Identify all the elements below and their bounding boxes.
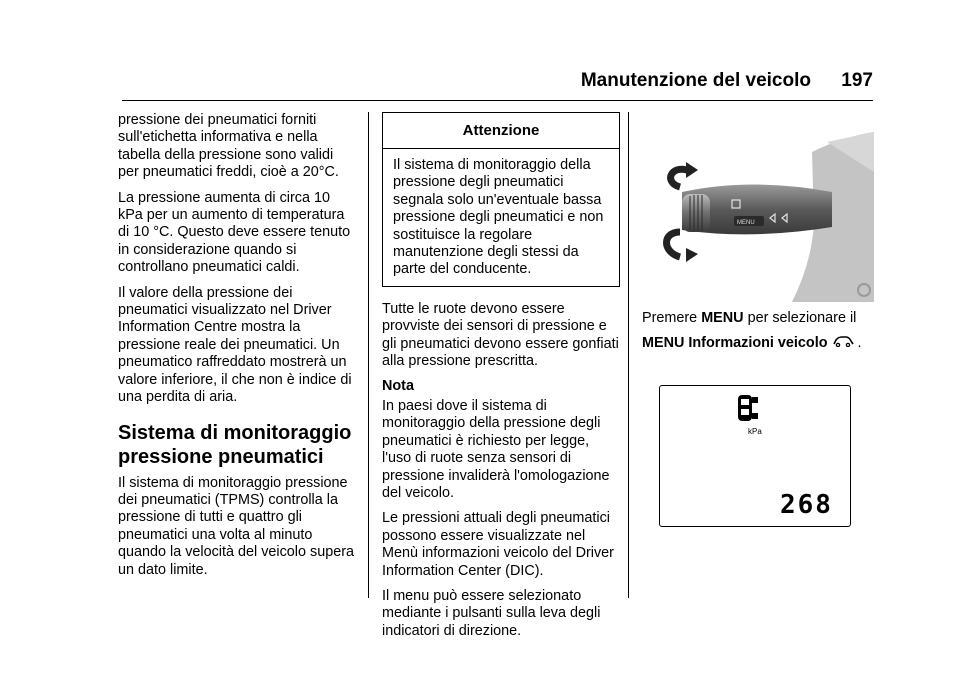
menu-info-label: MENU Informazioni veicolo bbox=[642, 335, 828, 352]
column-2 bbox=[382, 112, 620, 648]
column-3 bbox=[642, 112, 880, 361]
dic-pressure-value: 268 bbox=[780, 490, 833, 520]
instruction-line: MENU Informazioni veicolo . bbox=[642, 335, 862, 352]
paragraph: Il valore della pressione dei pneumatici visualizzato nel Driver Information Centre mostra la pressione reale dei pneumatici. Un pneumatico raffreddato mostrerà un valore inferiore, il che non è indice di una perdita di aria. bbox=[118, 284, 352, 406]
paragraph: pressione dei pneumatici forniti sull'etichetta informativa e nella tabella della pressione sono validi per pneumatici freddi, cioè a 20°C. bbox=[118, 112, 339, 181]
turn-signal-stalk-illustration bbox=[642, 132, 874, 302]
paragraph: Il menu può essere selezionato mediante i pulsanti sulla leva degli indicatori di direzione. bbox=[382, 587, 601, 639]
page-number: 197 bbox=[841, 70, 873, 91]
paragraph: Il sistema di monitoraggio pressione dei pneumatici (TPMS) controlla la pressione di tutti e quattro gli pneumatici una volta al minuto quando la velocità del veicolo supera un dato limite. bbox=[118, 474, 355, 578]
page-header bbox=[122, 70, 873, 101]
note-label: Nota bbox=[382, 378, 414, 395]
stalk-menu-label: MENU bbox=[737, 220, 755, 226]
column-divider-2 bbox=[628, 112, 629, 598]
section-title: Manutenzione del veicolo bbox=[580, 70, 811, 91]
warning-text: Il sistema di monitoraggio della pressione degli pneumatici segnala solo un'eventuale bassa pressione degli pneumatici e non sostituisce la regolare manutenzione degli stessi da parte del conducente. bbox=[393, 157, 604, 278]
column-divider-1 bbox=[368, 112, 369, 598]
section-heading: Sistema di monitoraggio pressione pneumatici bbox=[118, 421, 352, 468]
paragraph: La pressione aumenta di circa 10 kPa per un aumento di temperatura di 10 °C. Questo deve essere tenuto in considerazione quando si controllano pneumatici caldi. bbox=[118, 189, 351, 276]
paragraph: Tutte le ruote devono essere provviste dei sensori di pressione e gli pneumatici devono essere gonfiati alla pressione prescritta. bbox=[382, 300, 619, 370]
paragraph: In paesi dove il sistema di monitoraggio della pressione degli pneumatici è richiesto per legge, l'uso di ruote senza sensori di pressione invaliderà l'omologazione del veicolo. bbox=[382, 397, 610, 501]
car-icon bbox=[832, 335, 858, 351]
instruction-line: Premere MENU per selezionare il bbox=[642, 310, 857, 326]
tpms-vehicle-icon bbox=[736, 393, 762, 425]
paragraph: Le pressioni attuali degli pneumatici possono essere visualizzate nel Menù informazioni veicolo del Driver Information Center (DIC). bbox=[382, 510, 614, 579]
dic-unit-label: kPa bbox=[748, 427, 762, 436]
menu-label: MENU bbox=[701, 310, 744, 326]
warning-title: Attenzione bbox=[383, 113, 619, 149]
warning-box bbox=[382, 112, 620, 287]
column-1 bbox=[118, 112, 356, 587]
